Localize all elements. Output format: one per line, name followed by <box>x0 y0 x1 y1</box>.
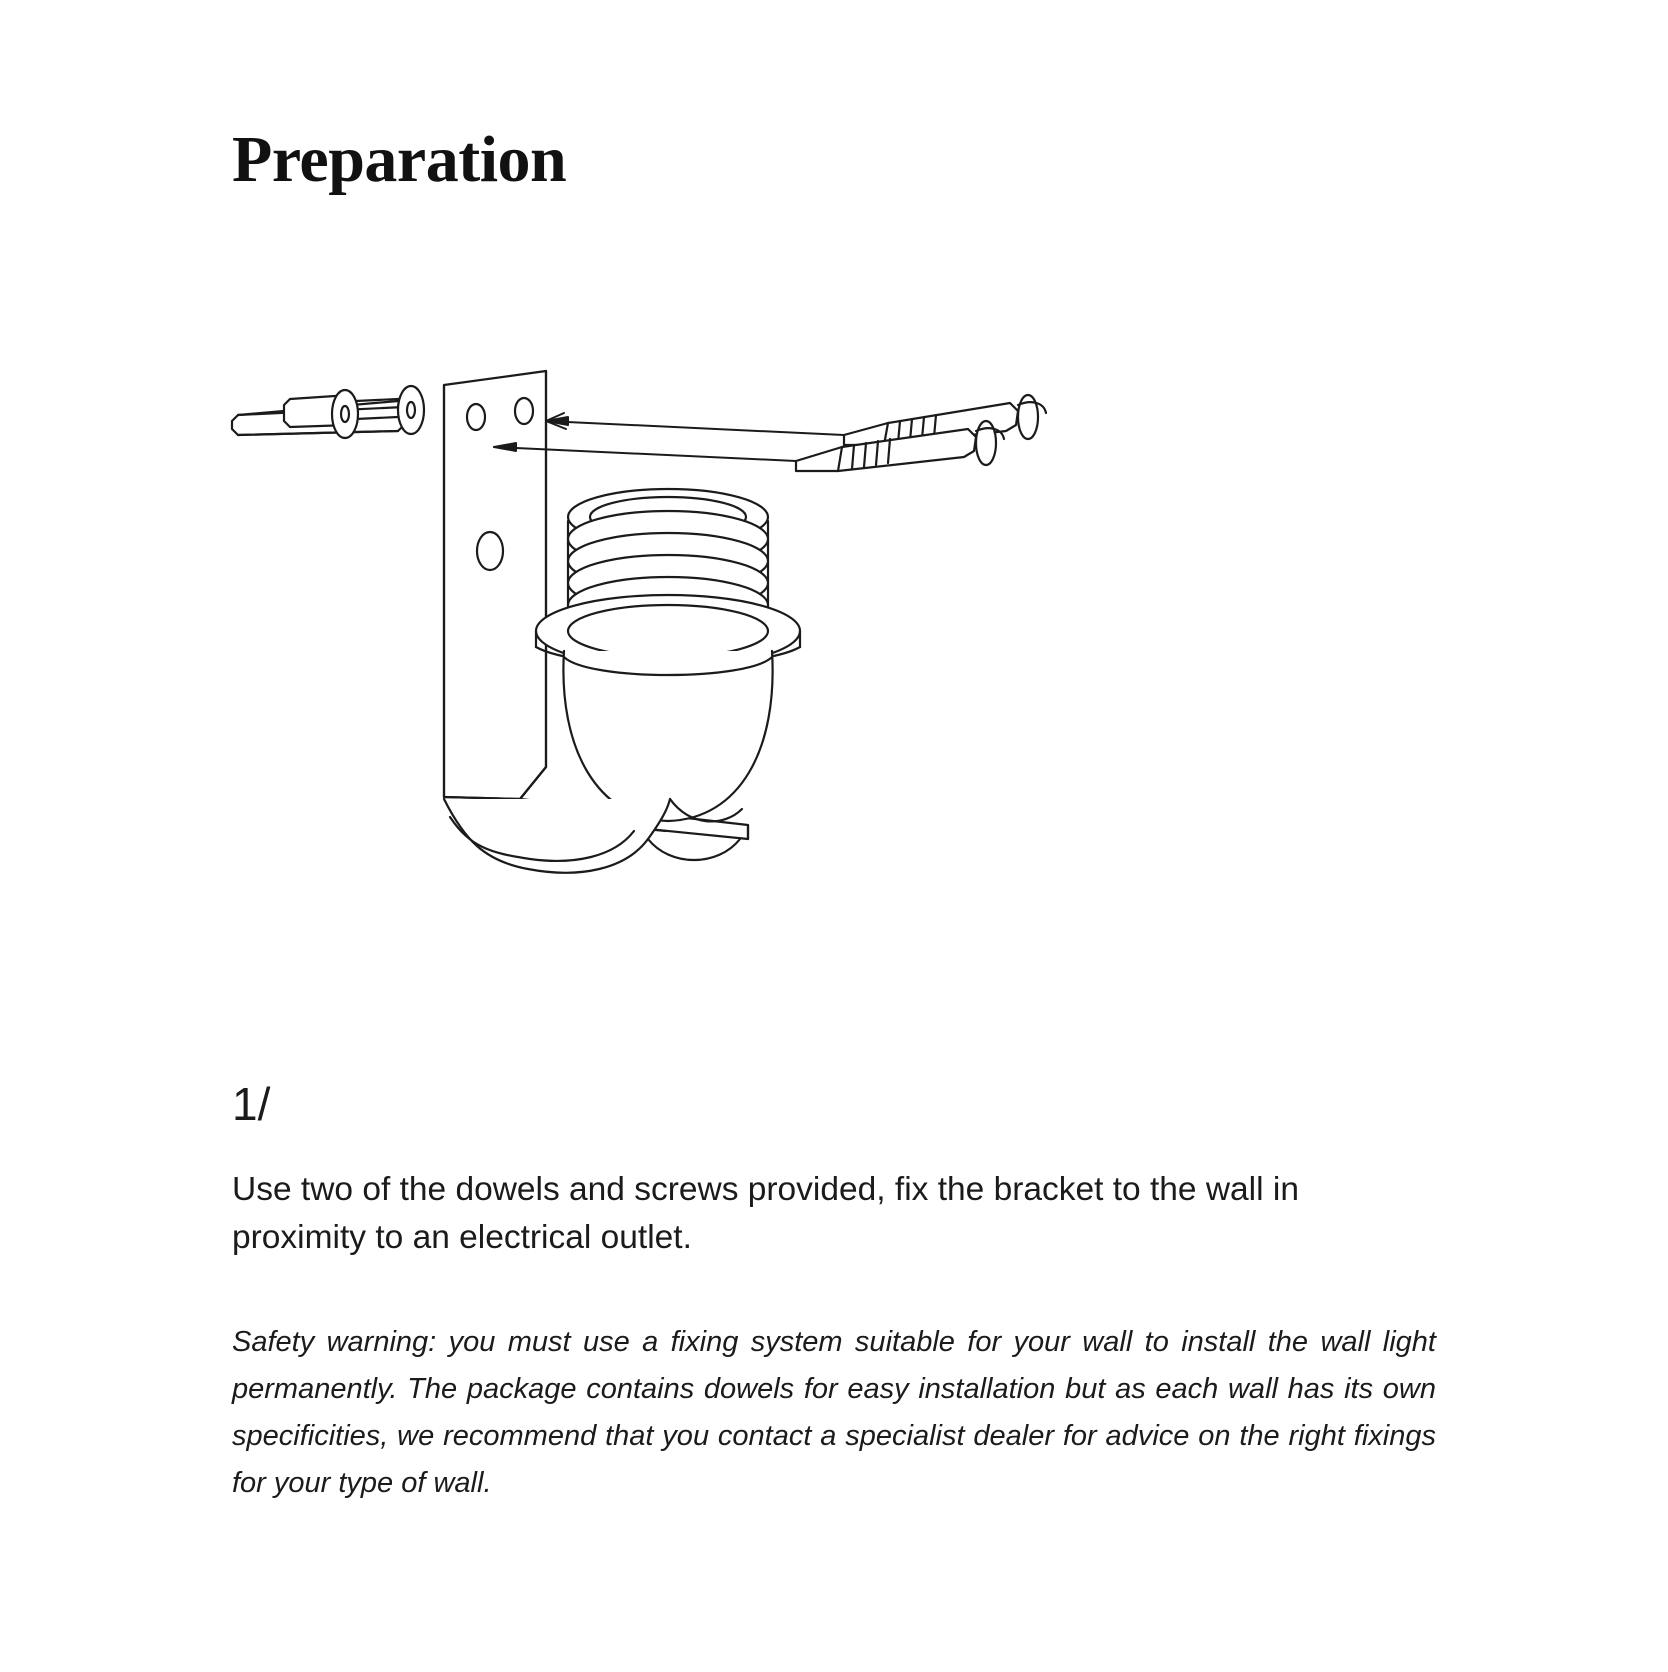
step-instruction: Use two of the dowels and screws provided, fix the bracket to the wall in proximity to an electrical outlet. <box>232 1170 1299 1257</box>
illustration-wall-light-bracket-assembly <box>228 369 1432 1009</box>
dowel-washer-outer <box>398 386 424 434</box>
lamp-socket <box>536 489 800 821</box>
safety-warning: Safety warning: you must use a fixing system suitable for your wall to install the wall light permanently. The package contains dowels for easy installation but as each wall has its own specificities, we recommend that you contact a specialist dealer for advice on the right fixings for your type of wall. <box>232 1326 1436 1499</box>
page-title: Preparation <box>232 123 567 196</box>
assembly-arrow-upper <box>546 413 844 435</box>
step-number: 1/ <box>232 1078 271 1131</box>
dowel-washer-inner <box>332 390 358 438</box>
